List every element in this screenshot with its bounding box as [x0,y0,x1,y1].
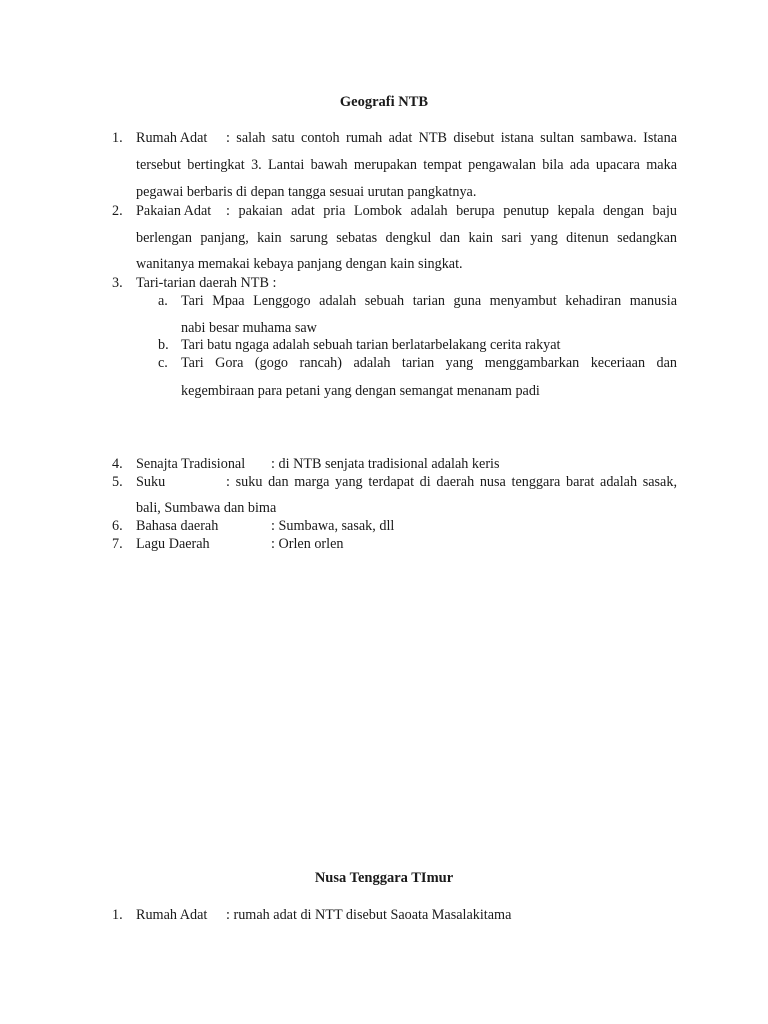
section-title-ntb: Geografi NTB [339,94,429,110]
item-description [226,130,677,147]
item-description-line: : salah satu contoh rumah adat NTB disebut istana sultan sambawa. Istana [226,130,677,146]
item-label: Rumah Adat [136,907,208,923]
item-description-line: tersebut bertingkat 3. Lantai bawah merupakan tempat pengawalan bila ada upacara maka [136,157,677,173]
item-number: 1. [112,130,123,146]
item-number: 1. [112,907,123,923]
item-description [226,474,677,491]
item-description-line: pegawai berbaris di depan tangga sesuai urutan pangkatnya. [136,184,477,200]
subitem-letter: a. [158,293,168,309]
section-title-ntt: Nusa Tenggara TImur [314,870,454,886]
item-description-line: wanitanya memakai kebaya panjang dengan kain singkat. [136,256,463,272]
item-text: Tari-tarian daerah NTB : [136,275,277,291]
item-number: 3. [112,275,123,291]
item-label: Lagu Daerah [136,536,210,552]
item-number: 5. [112,474,123,490]
item-label: Bahasa daerah [136,518,219,534]
item-description: : rumah adat di NTT disebut Saoata Masalakitama [226,907,512,923]
subitem-line: Tari Gora (gogo rancah) adalah tarian yang menggambarkan keceriaan dan [181,355,677,371]
item-description: : di NTB senjata tradisional adalah keris [271,456,500,472]
item-description-line: : suku dan marga yang terdapat di daerah nusa tenggara barat adalah sasak, [226,474,677,490]
subitem-line: nabi besar muhama saw [181,320,317,336]
subitem-letter: b. [158,337,169,353]
item-description: : Orlen orlen [271,536,344,552]
item-label: Rumah Adat [136,130,208,146]
item-description-line: berlengan panjang, kain sarung sebatas dengkul dan kain sari yang ditenun sedangkan [136,230,677,246]
subitem-line: kegembiraan para petani yang dengan semangat menanam padi [181,383,540,399]
item-number: 2. [112,203,123,219]
subitem-line: Tari Mpaa Lenggogo adalah sebuah tarian guna menyambut kehadiran manusia [181,293,677,309]
item-number: 6. [112,518,123,534]
item-number: 7. [112,536,123,552]
subitem-line: Tari batu ngaga adalah sebuah tarian berlatarbelakang cerita rakyat [181,337,561,353]
item-label: Suku [136,474,166,490]
item-description: : Sumbawa, sasak, dll [271,518,395,534]
item-description [226,203,677,220]
item-number: 4. [112,456,123,472]
item-description-line: bali, Sumbawa dan bima [136,500,277,516]
item-label: Pakaian Adat [136,203,212,219]
item-label: Senajta Tradisional [136,456,246,472]
item-description-line: : pakaian adat pria Lombok adalah berupa penutup kepala dengan baju [226,203,677,219]
subitem-letter: c. [158,355,168,371]
